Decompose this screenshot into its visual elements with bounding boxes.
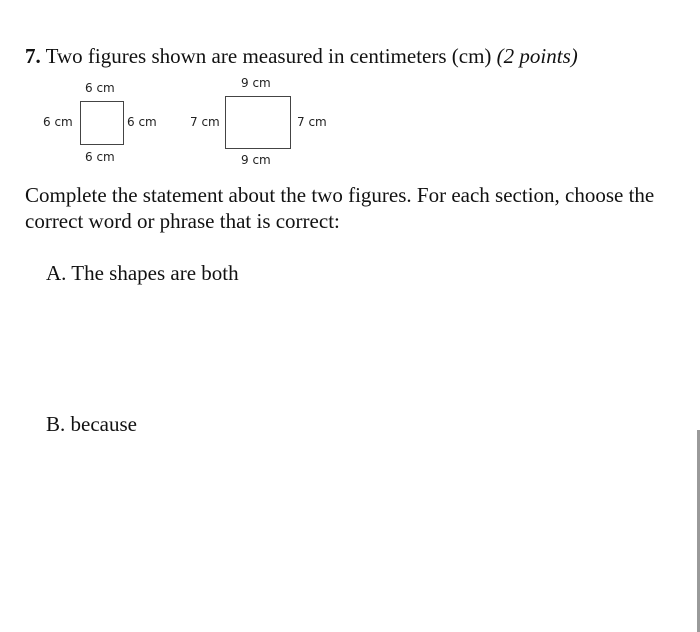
- rectangle-bottom-label: 9 cm: [241, 153, 271, 167]
- square-bottom-label: 6 cm: [85, 150, 115, 164]
- square-top-label: 6 cm: [85, 81, 115, 95]
- statement-b: B. because: [46, 412, 137, 436]
- rectangle-right-label: 7 cm: [297, 115, 327, 129]
- rectangle-shape: [225, 96, 291, 149]
- question-text: Two figures shown are measured in centimeters (cm): [45, 44, 492, 68]
- question-heading: [25, 44, 578, 69]
- question-number: 7.: [25, 44, 41, 68]
- rectangle-left-label: 7 cm: [190, 115, 220, 129]
- question-points: (2 points): [496, 44, 578, 68]
- instructions-text: Complete the statement about the two figures. For each section, choose the correct word or phrase that is correct:: [25, 183, 655, 233]
- square-shape: [80, 101, 124, 145]
- rectangle-top-label: 9 cm: [241, 76, 271, 90]
- square-left-label: 6 cm: [43, 115, 73, 129]
- statement-a: A. The shapes are both: [46, 261, 239, 285]
- square-right-label: 6 cm: [127, 115, 157, 129]
